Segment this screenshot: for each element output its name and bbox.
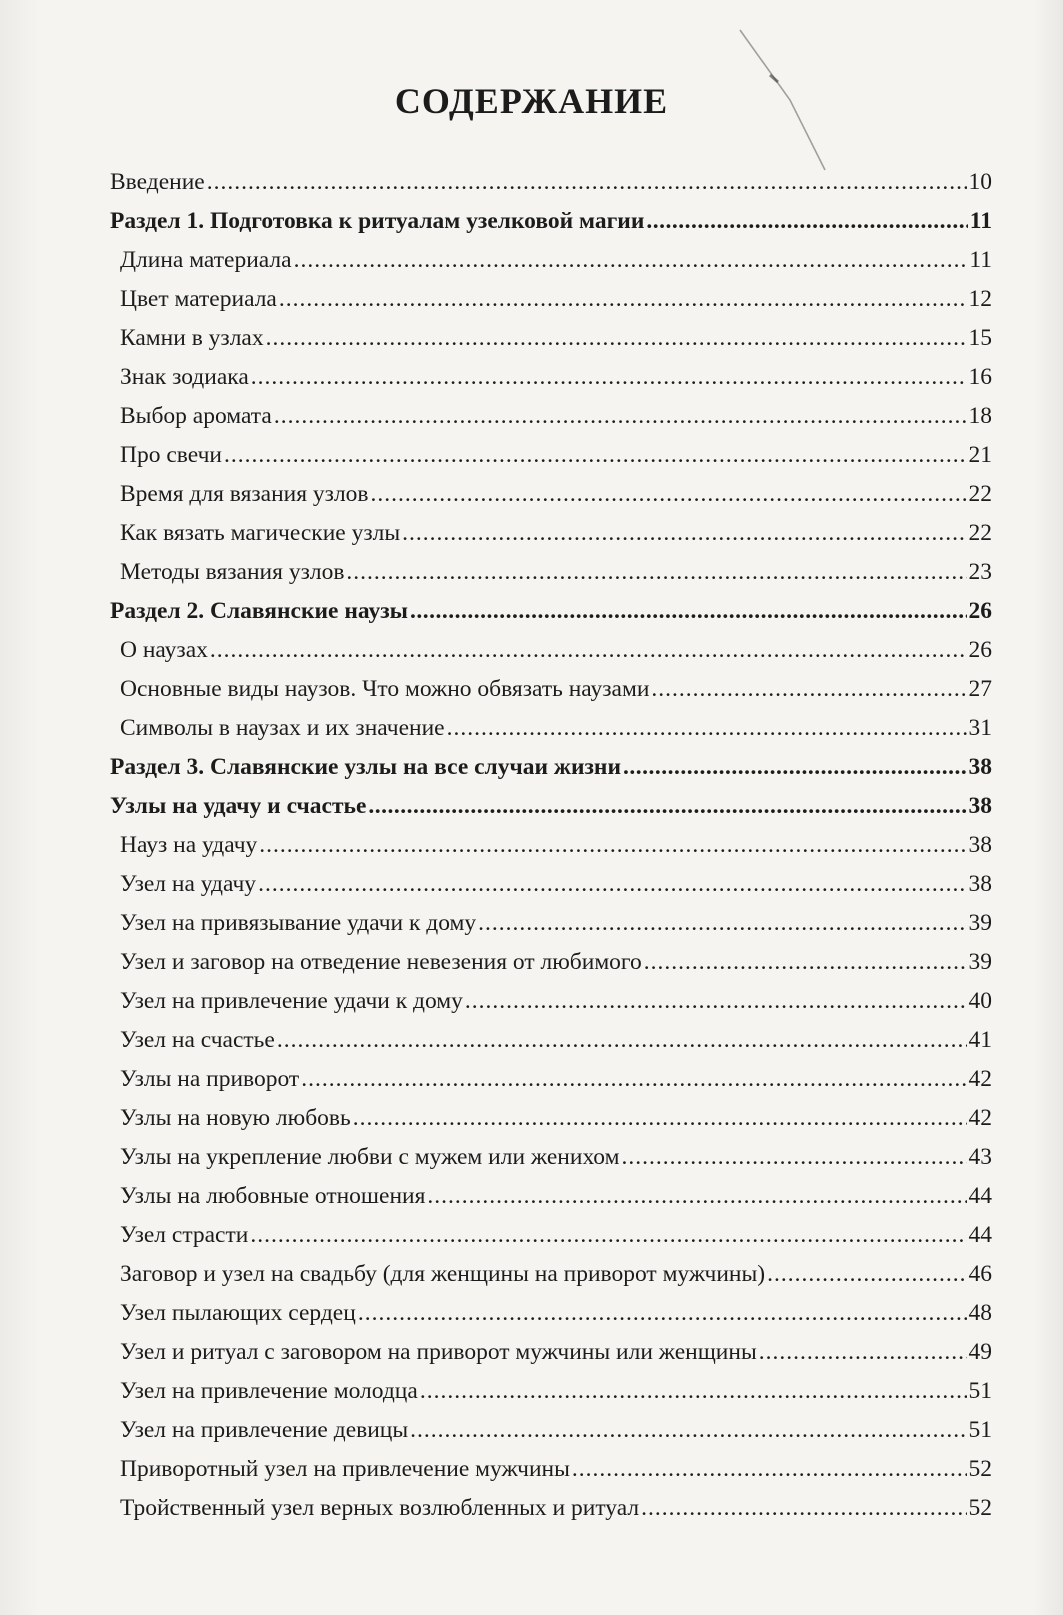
dot-leader (410, 592, 967, 631)
toc-entry-page: 43 (968, 1144, 992, 1170)
toc-entry-label: Раздел 3. Славянские узлы на все случаи жизни (110, 754, 622, 780)
dot-leader (279, 280, 967, 319)
dot-leader (572, 1450, 967, 1489)
toc-entry-label: Приворотный узел на привлечение мужчины (120, 1456, 570, 1482)
dot-leader (294, 241, 968, 280)
toc-entry (110, 1294, 992, 1333)
dot-leader (224, 436, 967, 475)
toc-entry (110, 1060, 992, 1099)
toc-entry (110, 1138, 992, 1177)
toc-entry (110, 397, 992, 436)
toc-section (110, 202, 992, 241)
dot-leader (621, 1138, 966, 1177)
toc-entry-page: 41 (968, 1027, 992, 1053)
dot-leader (623, 748, 966, 787)
dot-leader (251, 358, 967, 397)
dot-leader (641, 1489, 966, 1528)
toc-entry-page: 31 (968, 715, 992, 741)
toc-entry-label: Узел и заговор на отведение невезения от любимого (120, 949, 642, 975)
dot-leader (258, 865, 966, 904)
toc-entry (110, 1216, 992, 1255)
toc-entry-label: Узел на привлечение девицы (120, 1417, 409, 1443)
dot-leader (644, 943, 967, 982)
toc-entry-label: Узел на привязывание удачи к дому (120, 910, 477, 936)
toc-entry (110, 631, 992, 670)
dot-leader (346, 553, 966, 592)
toc-entry (110, 1411, 992, 1450)
toc-entry (110, 670, 992, 709)
toc-entry (110, 1450, 992, 1489)
toc-entry-page: 46 (968, 1261, 992, 1287)
toc-entry-page: 42 (968, 1105, 992, 1131)
toc-entry-label: Узел на привлечение удачи к дому (120, 988, 463, 1014)
toc-entry-label: Цвет материала (120, 286, 277, 312)
toc-entry-label: Знак зодиака (120, 364, 249, 390)
dot-leader (371, 475, 967, 514)
toc-entry (110, 1177, 992, 1216)
table-of-contents (110, 163, 992, 1528)
toc-entry-page: 38 (968, 871, 992, 897)
toc-entry-page: 52 (968, 1495, 992, 1521)
toc-entry (110, 241, 992, 280)
dot-leader (277, 1021, 967, 1060)
toc-entry-page: 23 (968, 559, 992, 585)
toc-entry-page: 16 (968, 364, 992, 390)
dot-leader (266, 319, 967, 358)
toc-entry-page: 44 (968, 1222, 992, 1248)
toc-entry-page: 38 (968, 793, 992, 819)
dot-leader (767, 1255, 966, 1294)
dot-leader (274, 397, 967, 436)
toc-entry-page: 22 (968, 520, 992, 546)
dot-leader (651, 670, 966, 709)
dot-leader (353, 1099, 967, 1138)
toc-entry-label: О наузах (120, 637, 208, 663)
toc-entry-page: 38 (968, 832, 992, 858)
toc-entry-page: 49 (968, 1339, 992, 1365)
dot-leader (358, 1294, 967, 1333)
toc-entry-page: 42 (968, 1066, 992, 1092)
toc-entry (110, 475, 992, 514)
toc-entry (110, 904, 992, 943)
toc-entry-label: Науз на удачу (120, 832, 258, 858)
toc-entry-page: 52 (968, 1456, 992, 1482)
toc-entry-label: Раздел 1. Подготовка к ритуалам узелковой магии (110, 208, 645, 234)
toc-entry-page: 11 (969, 208, 992, 234)
toc-entry-label: Время для вязания узлов (120, 481, 369, 507)
toc-section (110, 592, 992, 631)
dot-leader (368, 787, 966, 826)
toc-entry (110, 1489, 992, 1528)
toc-entry-page: 26 (968, 598, 992, 624)
dot-leader (447, 709, 967, 748)
toc-entry-page: 40 (968, 988, 992, 1014)
toc-entry (110, 826, 992, 865)
toc-entry-page: 10 (968, 169, 992, 195)
toc-entry (110, 1255, 992, 1294)
toc-entry (110, 319, 992, 358)
toc-entry-label: Длина материала (120, 247, 292, 273)
toc-entry-page: 39 (968, 910, 992, 936)
toc-entry-label: Узлы на удачу и счастье (110, 793, 367, 819)
toc-entry-label: Узлы на новую любовь (120, 1105, 351, 1131)
dot-leader (207, 163, 967, 202)
dot-leader (301, 1060, 966, 1099)
toc-entry-page: 27 (968, 676, 992, 702)
toc-entry-label: Методы вязания узлов (120, 559, 345, 585)
toc-entry-page: 11 (969, 247, 992, 273)
toc-entry-page: 51 (968, 1378, 992, 1404)
dot-leader (259, 826, 966, 865)
toc-entry-page: 15 (968, 325, 992, 351)
toc-entry-label: Тройственный узел верных возлюбленных и ритуал (120, 1495, 640, 1521)
dot-leader (427, 1177, 966, 1216)
toc-entry-label: Введение (110, 169, 205, 195)
toc-entry-label: Узел и ритуал с заговором на приворот мужчины или женщины (120, 1339, 757, 1365)
toc-entry-label: Узел на счастье (120, 1027, 275, 1053)
toc-entry-label: Заговор и узел на свадьбу (для женщины на приворот мужчины) (120, 1261, 766, 1287)
toc-entry (110, 280, 992, 319)
toc-entry (110, 1021, 992, 1060)
toc-entry-label: Символы в наузах и их значение (120, 715, 445, 741)
toc-entry-page: 51 (968, 1417, 992, 1443)
toc-section (110, 748, 992, 787)
toc-entry-label: Раздел 2. Славянские наузы (110, 598, 408, 624)
toc-entry-page: 44 (968, 1183, 992, 1209)
dot-leader (646, 202, 967, 241)
toc-entry-label: Про свечи (120, 442, 222, 468)
dot-leader (478, 904, 966, 943)
toc-entry-label: Основные виды наузов. Что можно обвязать наузами (120, 676, 650, 702)
toc-entry (110, 865, 992, 904)
toc-entry-page: 12 (968, 286, 992, 312)
toc-entry (110, 787, 992, 826)
dot-leader (465, 982, 967, 1021)
dot-leader (420, 1372, 967, 1411)
toc-entry-page: 26 (968, 637, 992, 663)
toc-entry-label: Узел страсти (120, 1222, 249, 1248)
page-title: СОДЕРЖАНИЕ (394, 81, 669, 121)
toc-entry (110, 553, 992, 592)
toc-entry (110, 514, 992, 553)
toc-entry (110, 943, 992, 982)
toc-entry (110, 436, 992, 475)
toc-entry-label: Узел пылающих сердец (120, 1300, 356, 1326)
dot-leader (250, 1216, 966, 1255)
toc-entry (110, 709, 992, 748)
toc-entry-label: Как вязать магические узлы (120, 520, 401, 546)
toc-entry-label: Узел на привлечение молодца (120, 1378, 418, 1404)
toc-entry-page: 22 (968, 481, 992, 507)
toc-entry-label: Узел на удачу (120, 871, 257, 897)
dot-leader (410, 1411, 966, 1450)
toc-entry-page: 39 (968, 949, 992, 975)
toc-entry (110, 1333, 992, 1372)
dot-leader (210, 631, 967, 670)
toc-entry-page: 48 (968, 1300, 992, 1326)
toc-entry (110, 163, 992, 202)
toc-entry-label: Узлы на укрепление любви с мужем или женихом (120, 1144, 620, 1170)
toc-entry (110, 1372, 992, 1411)
toc-entry (110, 1099, 992, 1138)
toc-entry-page: 38 (968, 754, 992, 780)
toc-entry-page: 21 (968, 442, 992, 468)
toc-entry-label: Узлы на любовные отношения (120, 1183, 426, 1209)
toc-entry-label: Узлы на приворот (120, 1066, 300, 1092)
dot-leader (402, 514, 966, 553)
toc-entry-label: Камни в узлах (120, 325, 264, 351)
toc-entry-label: Выбор аромата (120, 403, 272, 429)
toc-entry (110, 982, 992, 1021)
dot-leader (759, 1333, 967, 1372)
toc-entry-page: 18 (968, 403, 992, 429)
toc-entry (110, 358, 992, 397)
